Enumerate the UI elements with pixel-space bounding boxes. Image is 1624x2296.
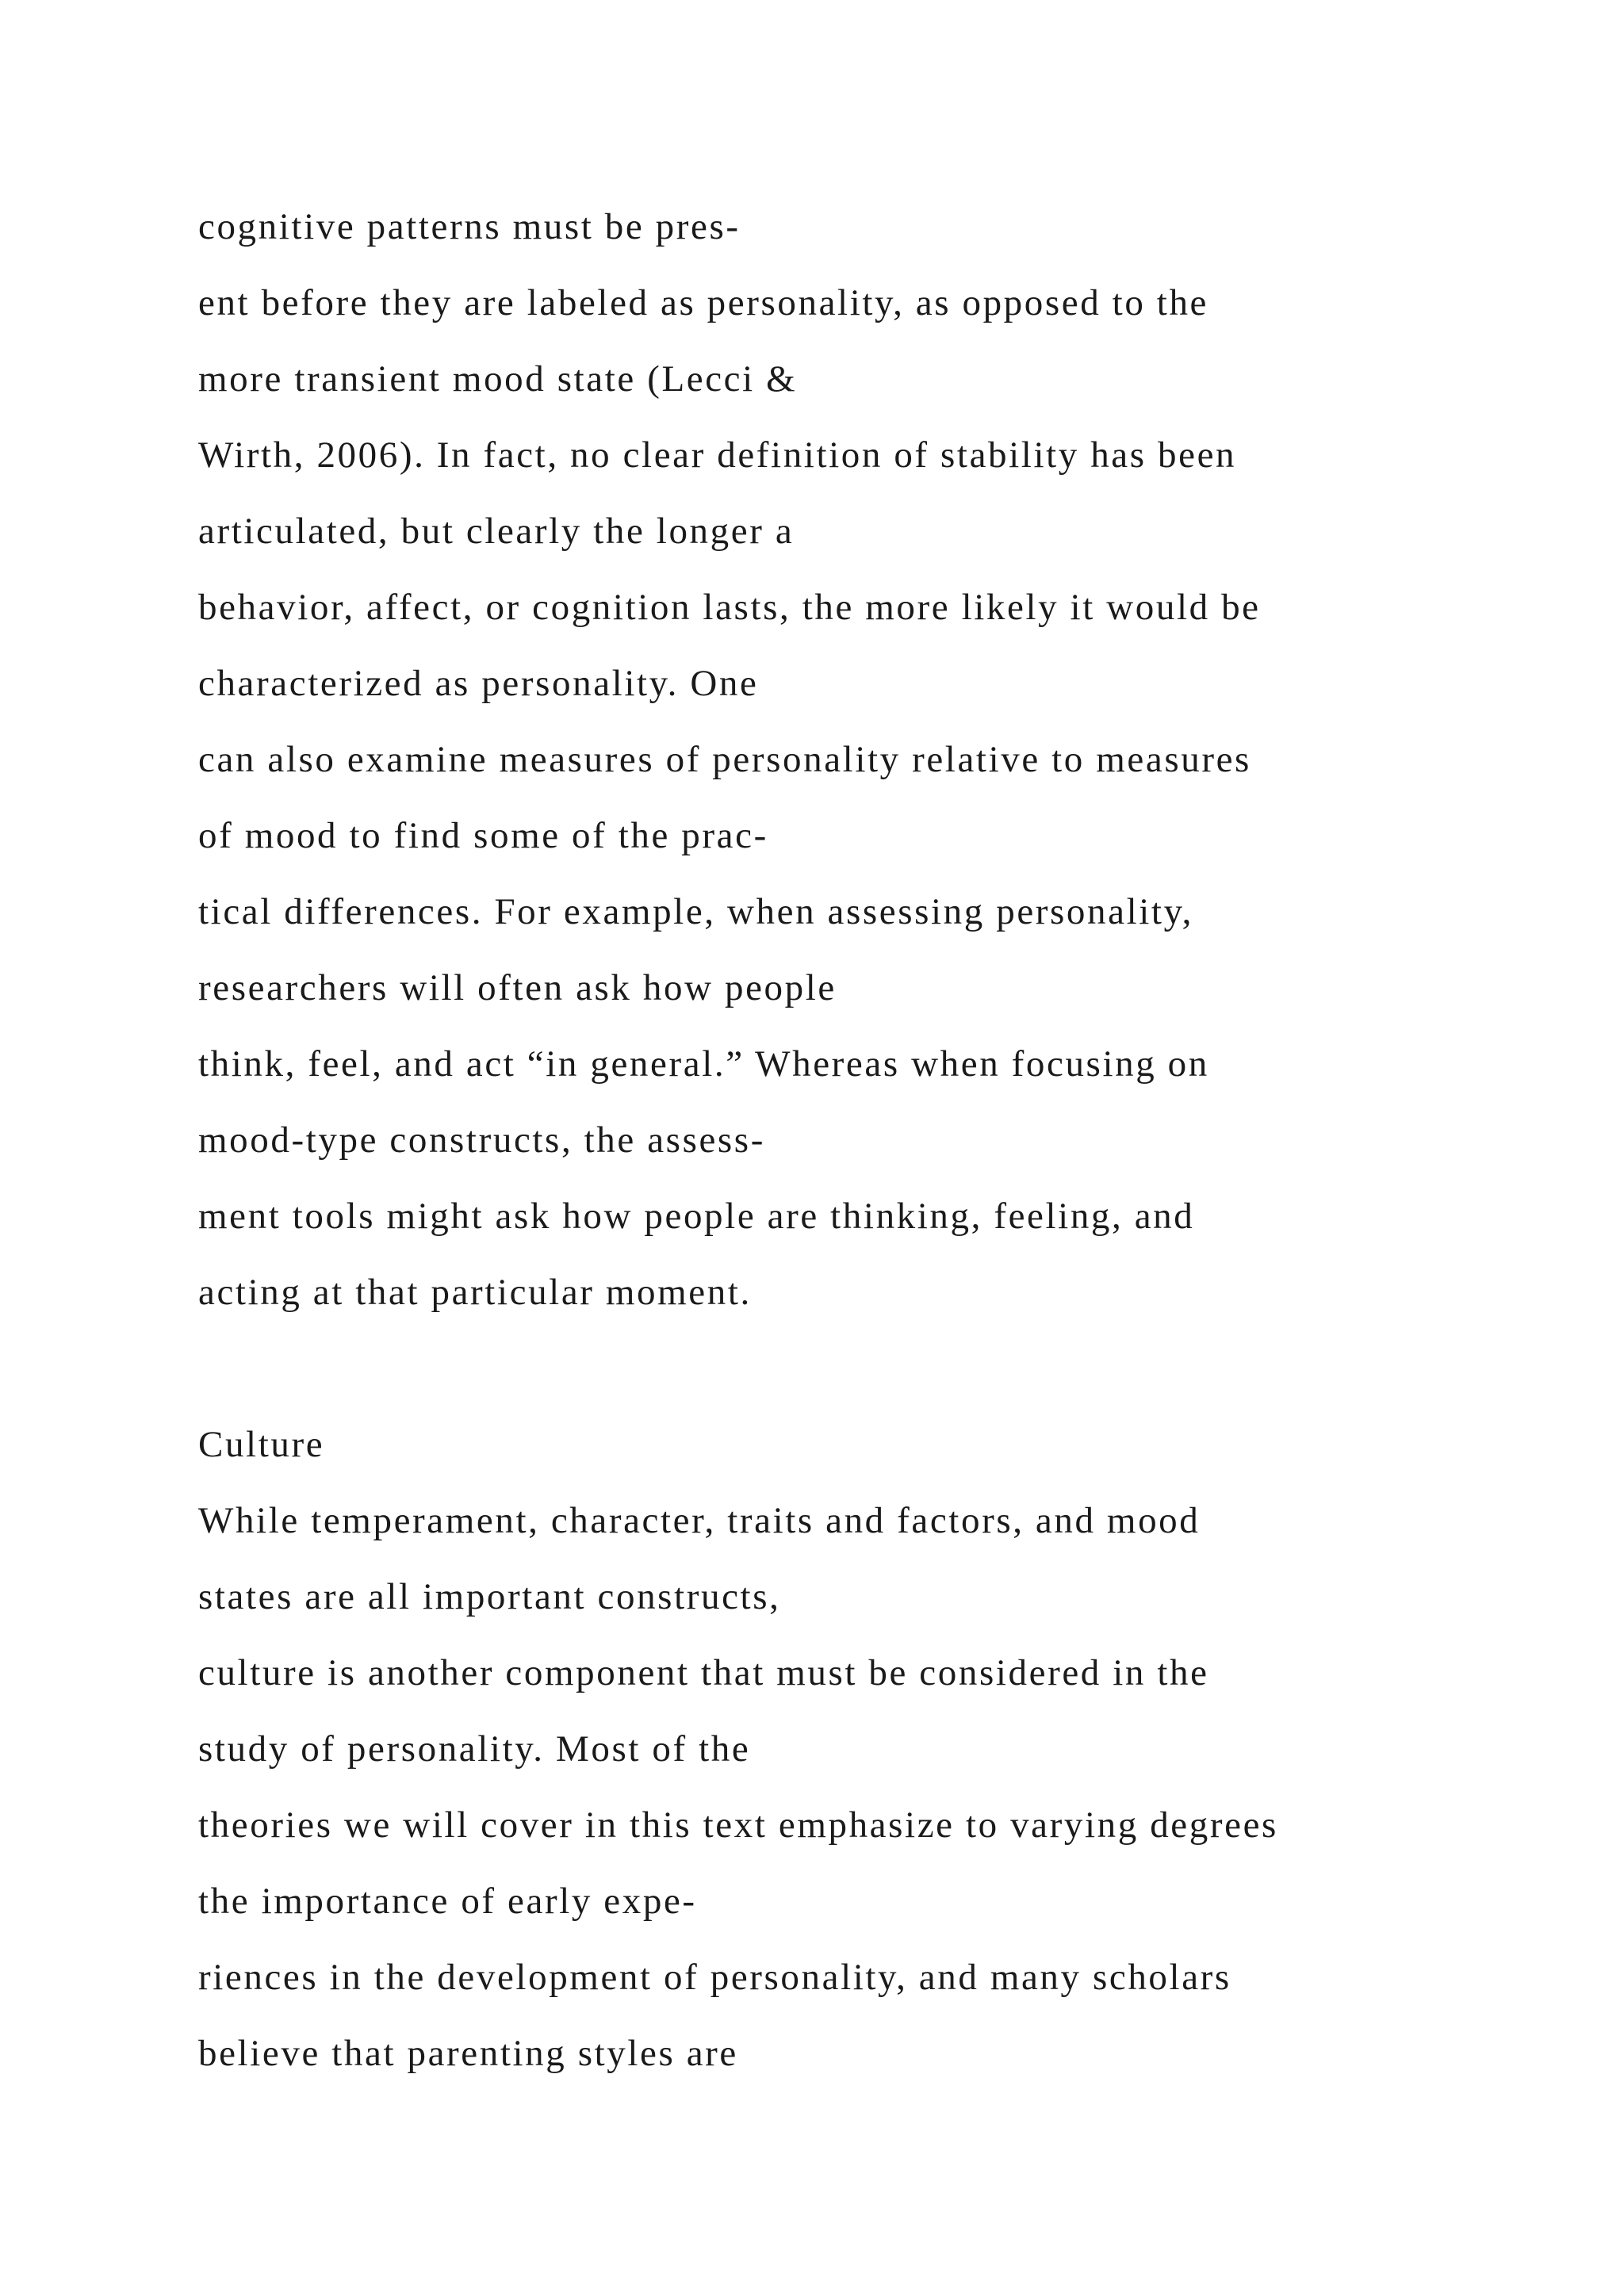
text-line: articulated, but clearly the longer a xyxy=(198,511,795,552)
text-line: ment tools might ask how people are thinking, feeling, and xyxy=(198,1196,1195,1237)
paragraph-1 xyxy=(198,189,1546,1330)
text-line: can also examine measures of personality relative to measures xyxy=(198,739,1251,780)
text-line: mood-type constructs, the assess- xyxy=(198,1119,765,1161)
text-line: theories we will cover in this text emphasize to varying degrees xyxy=(198,1804,1278,1846)
document-text xyxy=(198,189,1546,2091)
text-line: think, feel, and act “in general.” Whereas when focusing on xyxy=(198,1043,1209,1085)
text-line: states are all important constructs, xyxy=(198,1576,781,1617)
text-line: more transient mood state (Lecci & xyxy=(198,358,798,400)
text-line: acting at that particular moment. xyxy=(198,1272,752,1313)
text-line: behavior, affect, or cognition lasts, the more likely it would be xyxy=(198,587,1261,628)
text-line: tical differences. For example, when assessing personality, xyxy=(198,891,1193,932)
text-line: of mood to find some of the prac- xyxy=(198,815,768,856)
text-line: ent before they are labeled as personality, as opposed to the xyxy=(198,282,1209,323)
text-line: the importance of early expe- xyxy=(198,1881,697,1922)
paragraph-spacer xyxy=(198,1330,1546,1406)
text-line: riences in the development of personality, and many scholars xyxy=(198,1957,1231,1998)
text-line: culture is another component that must be considered in the xyxy=(198,1652,1209,1693)
text-line: study of personality. Most of the xyxy=(198,1728,751,1770)
text-line: researchers will often ask how people xyxy=(198,967,837,1008)
text-line: believe that parenting styles are xyxy=(198,2033,738,2074)
text-line: While temperament, character, traits and factors, and mood xyxy=(198,1500,1201,1541)
paragraph-2 xyxy=(198,1483,1546,2091)
text-line: cognitive patterns must be pres- xyxy=(198,206,741,247)
text-line: characterized as personality. One xyxy=(198,663,759,704)
section-heading: Culture xyxy=(198,1424,325,1465)
text-line: Wirth, 2006). In fact, no clear definition of stability has been xyxy=(198,434,1237,476)
